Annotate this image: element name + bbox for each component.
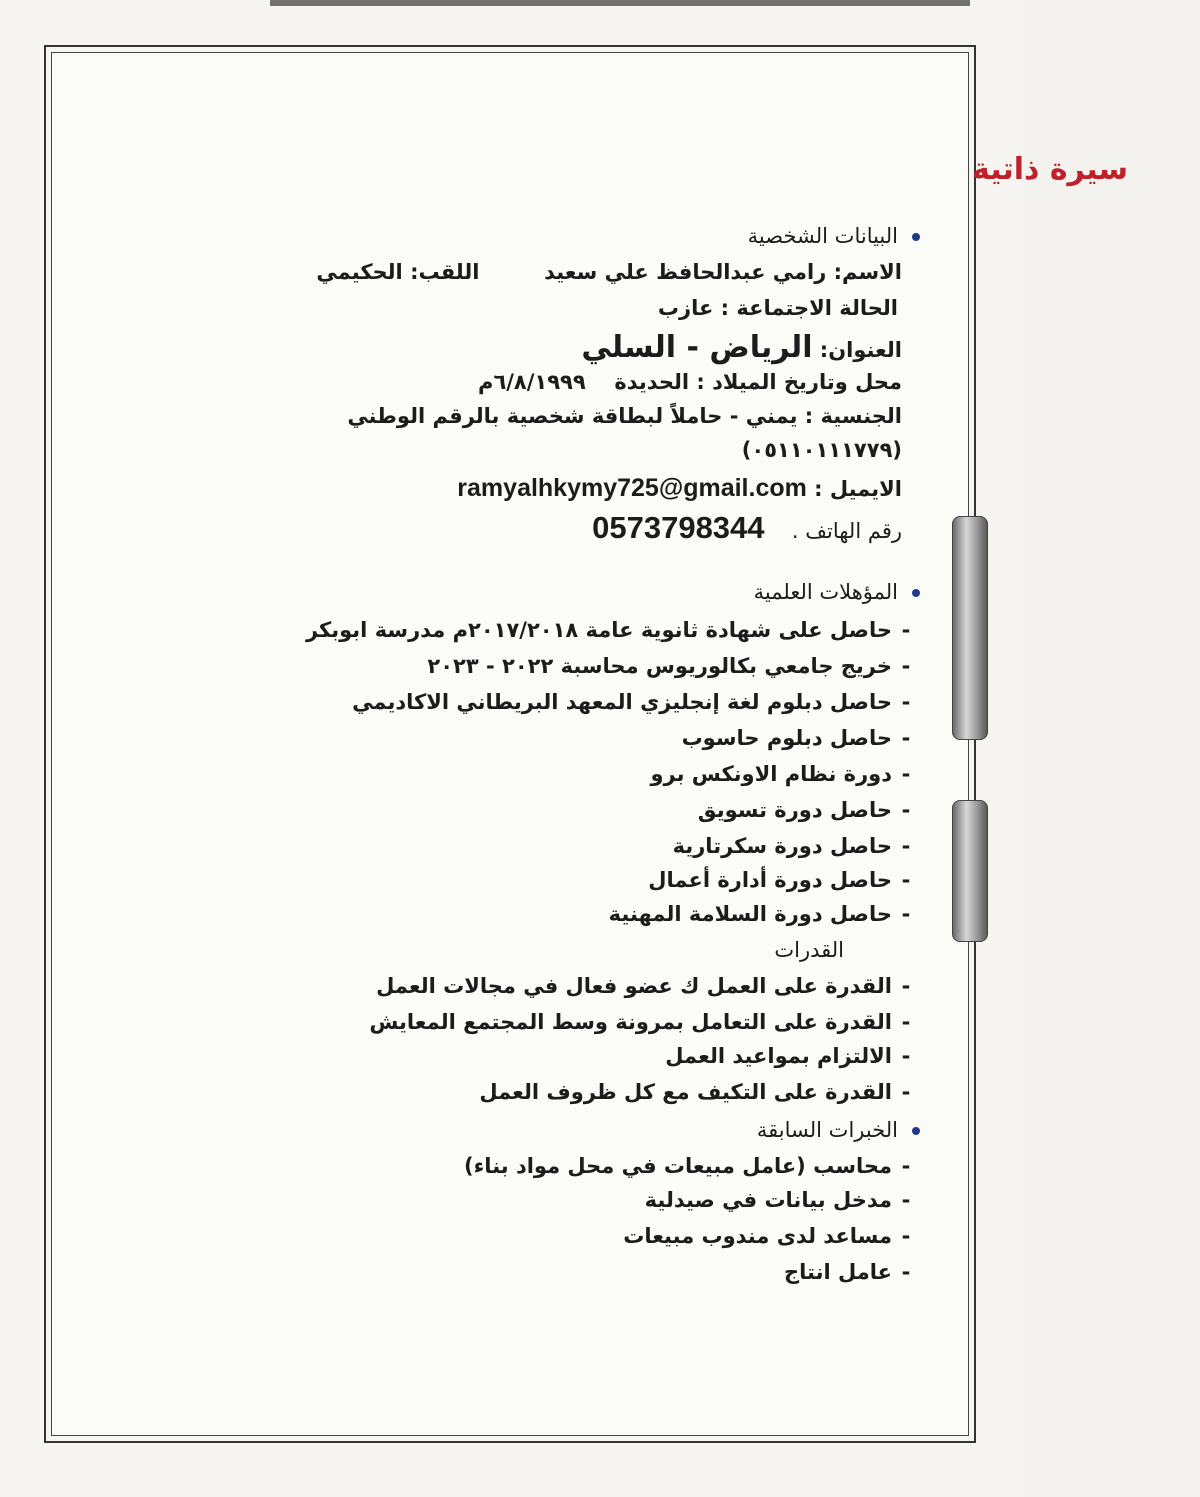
list-item: -حاصل على شهادة ثانوية عامة ٢٠١٧/٢٠١٨م مدرسة ابوبكر — [305, 618, 911, 642]
bullet-icon — [912, 233, 920, 241]
phone-row — [592, 510, 902, 546]
address-row — [581, 330, 902, 365]
experience-heading: الخبرات السابقة — [756, 1118, 898, 1142]
list-item: -عامل انتاج — [784, 1260, 911, 1284]
marital-status: الحالة الاجتماعة : عازب — [657, 296, 898, 320]
phone-label: رقم الهاتف . — [791, 519, 902, 543]
birth-label: محل وتاريخ الميلاد : الحديدة — [614, 370, 902, 394]
list-item: -حاصل دبلوم حاسوب — [681, 726, 911, 750]
list-item: -مدخل بيانات في صيدلية — [644, 1188, 911, 1212]
national-id: (٠٥١١٠١١١٧٧٩) — [741, 438, 902, 462]
list-item: -حاصل دبلوم لغة إنجليزي المعهد البريطاني الاكاديمي — [352, 690, 911, 714]
list-item: -حاصل دورة سكرتارية — [672, 834, 911, 858]
qualifications-heading: المؤهلات العلمية — [753, 580, 898, 604]
address-value: الرياض - السلي — [581, 330, 813, 365]
birth-date: ٦/٨/١٩٩٩م — [478, 370, 586, 394]
personal-heading-row — [748, 224, 920, 248]
list-item: -محاسب (عامل مبيعات في محل مواد بناء) — [463, 1154, 911, 1178]
bullet-icon — [912, 1127, 920, 1135]
surname-value: الحكيمي — [316, 260, 403, 284]
list-item: -مساعد لدى مندوب مبيعات — [623, 1224, 911, 1248]
address-label: العنوان: — [819, 338, 902, 362]
personal-heading: البيانات الشخصية — [747, 224, 898, 248]
email-label: الايميل : — [814, 477, 902, 501]
list-item: -خريج جامعي بكالوريوس محاسبة ٢٠٢٢ - ٢٠٢٣ — [427, 654, 911, 678]
list-item: -القدرة على التكيف مع كل ظروف العمل — [479, 1080, 911, 1104]
email-value: ramyalhkymy725@gmail.com — [457, 474, 807, 502]
name-value: رامي عبدالحافظ علي سعيد — [544, 260, 827, 284]
list-item: -حاصل دورة تسويق — [697, 798, 911, 822]
binder-clip-bottom — [952, 800, 988, 942]
surname-label: اللقب: — [410, 260, 480, 284]
page-title: سيرة ذاتية — [972, 152, 1128, 187]
qualifications-heading-row — [754, 580, 920, 604]
name-row — [316, 260, 902, 284]
experience-heading-row — [757, 1118, 920, 1142]
binder-clip-top — [952, 516, 988, 740]
abilities-heading: القدرات — [774, 938, 844, 962]
list-item: -حاصل دورة أدارة أعمال — [648, 868, 911, 892]
scan-shadow — [270, 0, 970, 6]
list-item: -القدرة على العمل ك عضو فعال في مجالات العمل — [376, 974, 911, 998]
birth-row — [478, 370, 902, 394]
email-row — [457, 474, 902, 503]
list-item: -الالتزام بمواعيد العمل — [665, 1044, 911, 1068]
list-item: -القدرة على التعامل بمرونة وسط المجتمع المعايش — [369, 1010, 911, 1034]
name-label: الاسم: — [833, 260, 902, 284]
list-item: -دورة نظام الاونكس برو — [650, 762, 911, 786]
bullet-icon — [912, 589, 920, 597]
nationality: الجنسية : يمني - حاملاً لبطاقة شخصية بالرقم الوطني — [347, 404, 902, 428]
phone-value: 0573798344 — [592, 510, 765, 545]
list-item: -حاصل دورة السلامة المهنية — [608, 902, 911, 926]
